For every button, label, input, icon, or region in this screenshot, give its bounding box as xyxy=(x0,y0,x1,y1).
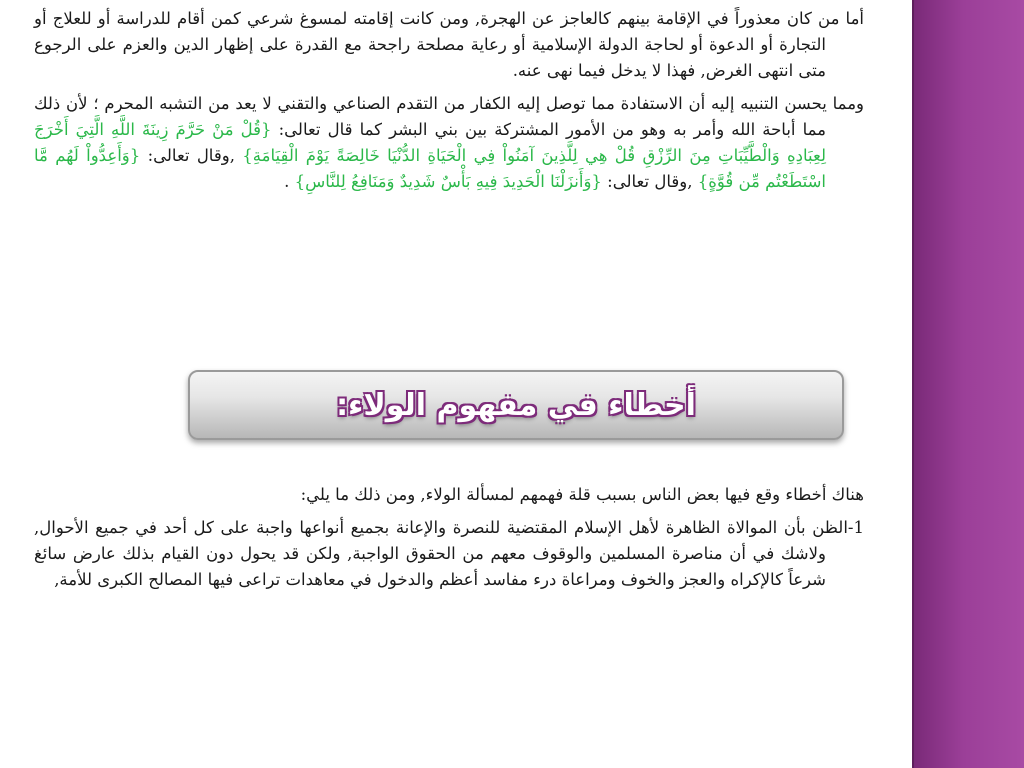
verse-quote-3: {وَأَنزَلْنَا الْحَدِيدَ فِيهِ بَأْسٌ شَدِيدٌ وَمَنَافِعُ لِلنَّاسِ} xyxy=(294,172,602,191)
paragraph-benefit-text-2: ,وقال تعالى: xyxy=(140,146,243,165)
paragraph-benefit-text-3: ,وقال تعالى: xyxy=(601,172,698,191)
section-heading-bar xyxy=(188,370,844,440)
bottom-text-block xyxy=(34,482,864,600)
paragraph-intro xyxy=(34,482,864,508)
top-text-block xyxy=(34,6,864,202)
verse-quote-1: {قُلْ مَنْ حَرَّمَ زِينَةَ اللَّهِ الَّتِيَ أَخْرَجَ لِعِبَادِهِ وَالْطَّيِّبَاتِ مِنَ الرِّزْقِ قُلْ هِي لِلَّذِينَ آمَنُواْ فِي الْحَيَاةِ الدُّنْيَا خَالِصَةً يَوْمَ الْقِيَامَةِ} xyxy=(34,120,827,165)
paragraph-benefit-text-1: ومما يحسن التنبيه إليه أن الاستفادة مما توصل إليه الكفار من التقدم الصناعي والتقني لا يعد من التشبه المحرم ؛ لأن ذلك مما أباحة الله وأمر به وهو من الأمور المشتركة بين بني البشر كما قال تعالى: xyxy=(34,94,864,139)
paragraph-residence xyxy=(34,6,864,84)
paragraph-residence-text: أما من كان معذوراً في الإقامة بينهم كالعاجز عن الهجرة, ومن كانت إقامته لمسوغ شرعي كمن أقام للدراسة أو للعلاج أو التجارة أو الدعوة أو لحاجة الدولة الإسلامية أو رعاية مصلحة راجحة مع القدرة على إظهار الدين والعزم على الرجوع متى انتهى الغرض, فهذا لا يدخل فيما نهى عنه. xyxy=(34,9,864,80)
paragraph-benefit xyxy=(34,91,864,195)
verse-quote-2: {وَأَعِدُّواْ لَهُم مَّا اسْتَطَعْتُم مِّن قُوَّةٍ} xyxy=(34,146,826,191)
section-heading: أخطاء في مفهوم الولاء: xyxy=(336,387,696,423)
decorative-sidebar xyxy=(912,0,1024,768)
paragraph-benefit-end: . xyxy=(284,172,295,191)
paragraph-intro-text: هناك أخطاء وقع فيها بعض الناس بسبب قلة فهمهم لمسألة الولاء, ومن ذلك ما يلي: xyxy=(300,485,864,504)
list-item-1 xyxy=(34,515,864,593)
list-item-1-text: 1-الظن بأن الموالاة الظاهرة لأهل الإسلام المقتضية للنصرة والإعانة بجميع أنواعها واجبة على كل أحد في جميع الأحوال, ولاشك في أن مناصرة المسلمين والوقوف معهم من الحقوق الواجبة, ولكن قد يحول دون القيام بذلك عارض سائغ شرعاً كالإكراه والعجز والخوف ومراعاة درء مفاسد أعظم والدخول في معاهدات تراعى فيها المصالح الكبرى للأمة, xyxy=(34,518,864,589)
